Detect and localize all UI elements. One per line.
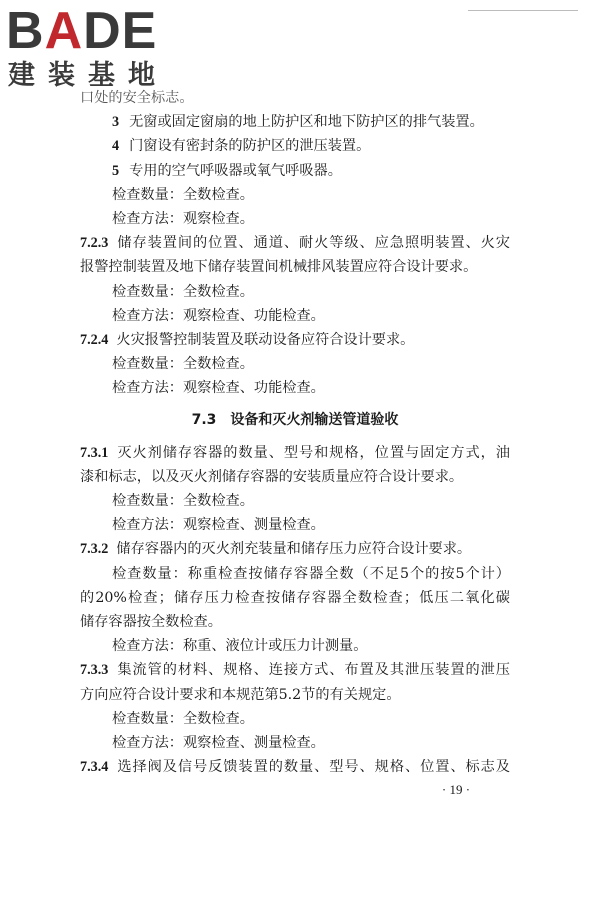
section-number: 7.3 xyxy=(191,412,217,429)
clause-line xyxy=(80,441,510,465)
text-line xyxy=(80,352,510,376)
logo-subtitle: 建装基地 xyxy=(8,60,168,91)
clause-number: 7.3.2 xyxy=(80,541,109,558)
clause-line xyxy=(80,658,510,682)
item-number: 4 xyxy=(112,138,120,155)
text-line xyxy=(80,513,510,537)
line-text: 检查数量：全数检查。 xyxy=(112,493,254,509)
text-line xyxy=(80,183,510,207)
clause-line xyxy=(80,231,510,255)
text-line xyxy=(80,707,510,731)
line-text: 检查方法：观察检查、功能检查。 xyxy=(112,307,325,324)
line-text: 检查方法：称重、液位计或压力计测量。 xyxy=(112,638,368,655)
text-line xyxy=(80,610,510,634)
text-line xyxy=(80,586,510,610)
line-text: 储存容器内的灭火剂充装量和储存压力应符合设计要求。 xyxy=(116,541,472,558)
line-text: 检查方法：观察检查。 xyxy=(112,210,254,227)
section-text: 设备和灭火剂输送管道验收 xyxy=(230,412,399,429)
line-text: 储存装置间的位置、通道、耐火等级、应急照明装置、火灾 xyxy=(116,235,510,252)
text-line xyxy=(80,376,510,400)
line-text: 检查数量：全数检查。 xyxy=(112,710,254,727)
item-number: 5 xyxy=(112,162,120,179)
section-title xyxy=(80,408,510,432)
line-text: 报警控制装置及地下储存装置间机械排风装置应符合设计要求。 xyxy=(80,259,478,276)
clause-number: 7.2.4 xyxy=(80,331,109,348)
text-line xyxy=(80,280,510,304)
line-text: 集流管的材料、规格、连接方式、布置及其泄压装置的泄压 xyxy=(116,662,510,679)
clause-number: 7.3.1 xyxy=(80,444,109,461)
line-text: 漆和标志，以及灭火剂储存容器的安装质量应符合设计要求。 xyxy=(80,468,464,485)
line-text: 的20%检查；储存压力检查按储存容器全数检查；低压二氧化碳 xyxy=(80,589,510,606)
line-text: 选择阀及信号反馈装置的数量、型号、规格、位置、标志及 xyxy=(116,759,510,776)
clause-number: 7.2.3 xyxy=(80,235,109,252)
text-line xyxy=(80,304,510,328)
clause-line xyxy=(80,328,510,352)
bade-logo xyxy=(6,4,178,96)
line-text: 灭火剂储存容器的数量、型号和规格，位置与固定方式，油 xyxy=(116,444,510,461)
text-line xyxy=(80,86,510,110)
line-text: 无窗或固定窗扇的地上防护区和地下防护区的排气装置。 xyxy=(129,114,484,131)
text-line xyxy=(80,465,510,489)
text-line xyxy=(80,207,510,231)
text-line xyxy=(80,731,510,755)
clause-line xyxy=(80,537,510,561)
line-text: 检查方法：观察检查、测量检查。 xyxy=(112,734,325,751)
page-number: · 19 · xyxy=(441,782,471,797)
item-number: 3 xyxy=(112,114,120,131)
line-text: 方向应符合设计要求和本规范第5.2节的有关规定。 xyxy=(80,686,401,703)
line-text: 火灾报警控制装置及联动设备应符合设计要求。 xyxy=(116,331,415,348)
line-text: 检查数量：全数检查。 xyxy=(112,186,254,203)
line-text: 检查数量：称重检查按储存容器全数（不足5个的按5个计） xyxy=(112,565,510,582)
text-line xyxy=(80,562,510,586)
logo-wordmark: BADE xyxy=(6,2,158,60)
line-text: 检查方法：观察检查、测量检查。 xyxy=(112,517,325,534)
line-text: 检查数量：全数检查。 xyxy=(112,356,254,373)
line-text: 门窗设有密封条的防护区的泄压装置。 xyxy=(129,138,371,155)
clause-number: 7.3.3 xyxy=(80,662,109,679)
line-text: 口处的安全标志。 xyxy=(80,90,194,106)
list-item xyxy=(80,159,510,183)
clause-line xyxy=(80,755,510,779)
document-body xyxy=(80,86,510,779)
text-line xyxy=(80,255,510,279)
line-text: 储存容器按全数检查。 xyxy=(80,613,222,630)
text-line xyxy=(80,634,510,658)
list-item xyxy=(80,110,510,134)
line-text: 检查数量：全数检查。 xyxy=(112,283,254,300)
text-line xyxy=(80,683,510,707)
line-text: 专用的空气呼吸器或氧气呼吸器。 xyxy=(129,162,342,179)
list-item xyxy=(80,134,510,158)
line-text: 检查方法：观察检查、功能检查。 xyxy=(112,380,325,397)
clause-number: 7.3.4 xyxy=(80,759,109,776)
top-rule xyxy=(468,10,578,11)
text-line xyxy=(80,489,510,513)
